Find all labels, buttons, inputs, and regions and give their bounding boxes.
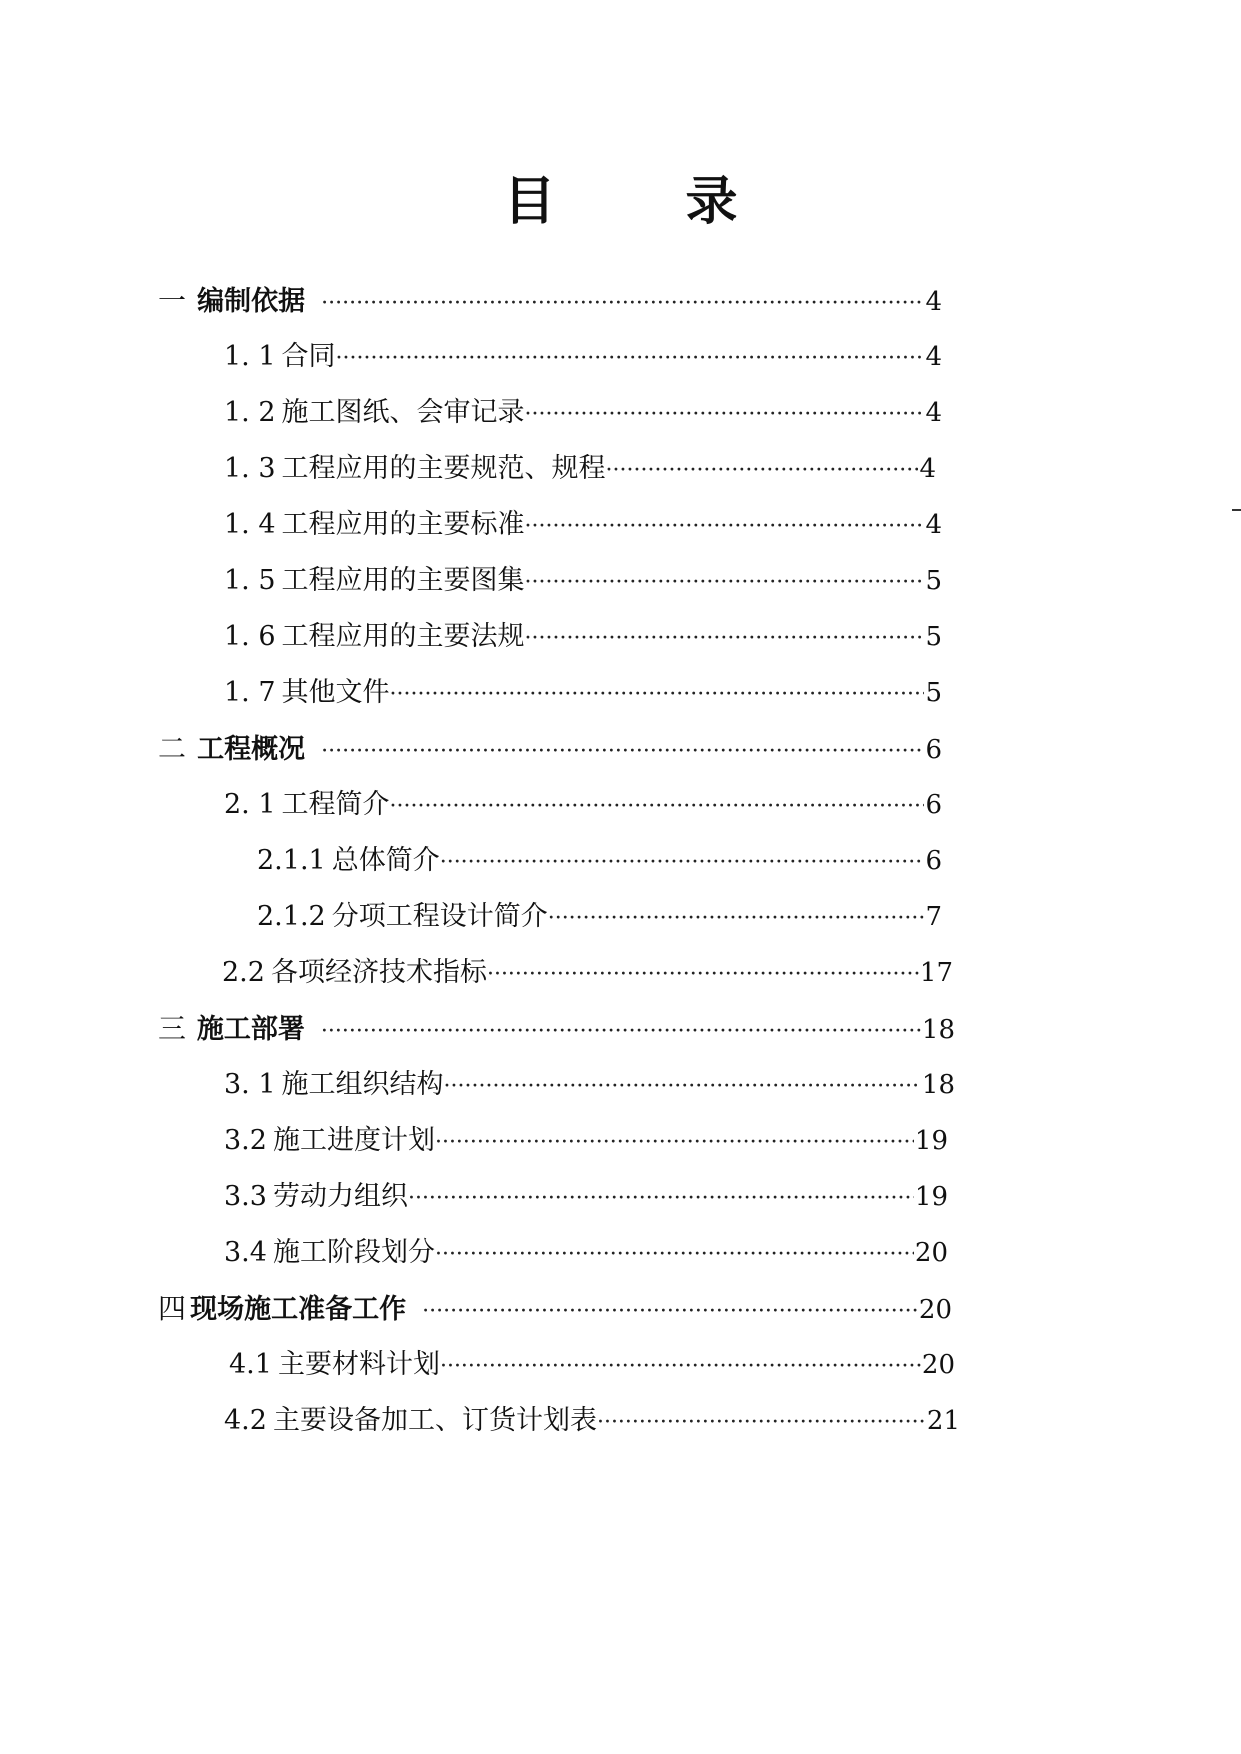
toc-entry-page-number: 6	[925, 846, 942, 876]
toc-entry-label: 工程应用的主要图集	[281, 565, 525, 596]
toc-entry-page-number: 19	[914, 1182, 948, 1212]
toc-entry-page-number: 18	[921, 1070, 955, 1100]
toc-entry[interactable]	[257, 897, 942, 937]
toc-entry-page-number: 21	[926, 1406, 960, 1436]
toc-entry-number: 4.1	[229, 1349, 272, 1380]
toc-entry-page-number: 18	[921, 1015, 955, 1045]
toc-entry[interactable]	[224, 673, 942, 713]
toc-entry-label: 其他文件	[281, 677, 390, 708]
toc-dot-leader	[390, 787, 925, 827]
toc-entry-number: 2.2	[222, 957, 265, 988]
toc-dot-leader	[422, 1292, 918, 1332]
toc-entry-number: 二	[158, 732, 187, 765]
toc-entry[interactable]	[224, 337, 942, 377]
toc-entry-number: 1. 5	[224, 565, 276, 596]
toc-entry-label: 施工图纸、会审记录	[281, 397, 525, 428]
toc-entry-label: 各项经济技术指标	[270, 957, 487, 988]
toc-entry-label: 合同	[281, 341, 336, 372]
toc-entry-number: 1. 2	[224, 397, 276, 428]
title-char-mu: 目	[503, 172, 556, 232]
toc-entry-number: 1. 4	[224, 509, 276, 540]
toc-dot-leader	[525, 507, 925, 547]
toc-entry[interactable]	[224, 1177, 948, 1217]
toc-dot-leader	[487, 955, 919, 995]
toc-entry-page-number: 4	[925, 287, 942, 317]
toc-entry-number: 1. 6	[224, 621, 276, 652]
toc-entry-label: 主要设备加工、订货计划表	[272, 1405, 597, 1436]
toc-entry-number: 3. 1	[224, 1069, 276, 1100]
toc-entry[interactable]	[224, 561, 942, 601]
toc-entry[interactable]	[224, 449, 936, 489]
toc-entry[interactable]	[224, 1401, 960, 1441]
toc-entry-number: 4.2	[224, 1405, 267, 1436]
toc-entry-number: 3.3	[224, 1181, 267, 1212]
toc-entry-label: 工程应用的主要法规	[281, 621, 525, 652]
toc-entry-label: 主要材料计划	[277, 1349, 440, 1380]
toc-entry-label: 现场施工准备工作	[190, 1294, 407, 1325]
toc-entry[interactable]	[224, 1121, 948, 1161]
toc-entry-page-number: 4	[919, 454, 936, 484]
toc-dot-leader	[440, 1347, 921, 1387]
toc-dot-leader	[606, 451, 919, 491]
toc-dot-leader	[336, 339, 925, 379]
toc-entry-page-number: 6	[925, 790, 942, 820]
toc-entry[interactable]	[224, 505, 942, 545]
toc-entry-number: 3.4	[224, 1237, 267, 1268]
toc-entry-page-number: 4	[925, 398, 942, 428]
toc-entry-page-number: 6	[925, 735, 942, 765]
toc-dot-leader	[435, 1235, 914, 1275]
toc-dot-leader	[321, 1012, 921, 1052]
toc-entry-page-number: 17	[919, 958, 953, 988]
toc-entry-label: 施工进度计划	[272, 1125, 435, 1156]
toc-entry[interactable]	[229, 1345, 955, 1385]
toc-entry[interactable]	[224, 785, 942, 825]
toc-entry-number: 2.1.1	[257, 845, 326, 876]
toc-entry[interactable]	[222, 953, 953, 993]
toc-entry-page-number: 20	[914, 1238, 948, 1268]
toc-entry-number: 1. 3	[224, 453, 276, 484]
toc-entry-number: 2.1.2	[257, 901, 326, 932]
toc-entry-page-number: 5	[925, 678, 942, 708]
toc-entry-page-number: 20	[918, 1295, 952, 1325]
toc-entry[interactable]	[158, 729, 942, 769]
toc-entry-label: 工程简介	[281, 789, 390, 820]
toc-entry-page-number: 5	[925, 566, 942, 596]
toc-entry[interactable]	[224, 1065, 955, 1105]
toc-dot-leader	[435, 1123, 914, 1163]
toc-entry-number: 1. 1	[224, 341, 276, 372]
toc-entry-page-number: 4	[925, 510, 942, 540]
toc-dot-leader	[444, 1067, 921, 1107]
toc-entry-number: 一	[158, 284, 187, 317]
toc-dot-leader	[525, 395, 925, 435]
toc-entry-number: 1. 7	[224, 677, 276, 708]
toc-dot-leader	[597, 1403, 926, 1443]
toc-entry-label: 劳动力组织	[272, 1181, 408, 1212]
toc-dot-leader	[548, 899, 925, 939]
toc-dot-leader	[408, 1179, 914, 1219]
toc-entry-label: 编制依据	[197, 286, 306, 317]
toc-dot-leader	[321, 284, 924, 324]
toc-entry-page-number: 20	[921, 1350, 955, 1380]
edge-mark	[1232, 509, 1241, 511]
toc-entry[interactable]	[158, 1289, 952, 1329]
toc-entry-page-number: 4	[925, 342, 942, 372]
toc-entry-label: 总体简介	[331, 845, 440, 876]
toc-entry[interactable]	[224, 1233, 948, 1273]
toc-entry-label: 分项工程设计简介	[331, 901, 548, 932]
toc-entry[interactable]	[224, 617, 942, 657]
toc-entry-number: 3.2	[224, 1125, 267, 1156]
toc-entry[interactable]	[224, 393, 942, 433]
toc-entry-number: 四	[158, 1292, 187, 1325]
toc-dot-leader	[390, 675, 925, 715]
toc-entry[interactable]	[257, 841, 942, 881]
toc-entry-label: 工程概况	[197, 734, 306, 765]
toc-entry-number: 三	[158, 1012, 187, 1045]
toc-entry-page-number: 5	[925, 622, 942, 652]
toc-entry-label: 施工组织结构	[281, 1069, 444, 1100]
toc-dot-leader	[525, 619, 925, 659]
toc-entry-page-number: 7	[925, 902, 942, 932]
title-char-lu: 录	[685, 172, 738, 232]
toc-entry-label: 施工部署	[196, 1014, 305, 1045]
toc-dot-leader	[321, 732, 924, 772]
toc-entry-label: 工程应用的主要标准	[281, 509, 525, 540]
toc-entry-label: 施工阶段划分	[272, 1237, 435, 1268]
toc-entry-page-number: 19	[914, 1126, 948, 1156]
toc-entry-label: 工程应用的主要规范、规程	[281, 453, 606, 484]
toc-entry[interactable]	[158, 1009, 955, 1049]
toc-dot-leader	[525, 563, 925, 603]
toc-entry-number: 2. 1	[224, 789, 276, 820]
toc-entry[interactable]	[158, 281, 942, 321]
toc-dot-leader	[440, 843, 925, 883]
